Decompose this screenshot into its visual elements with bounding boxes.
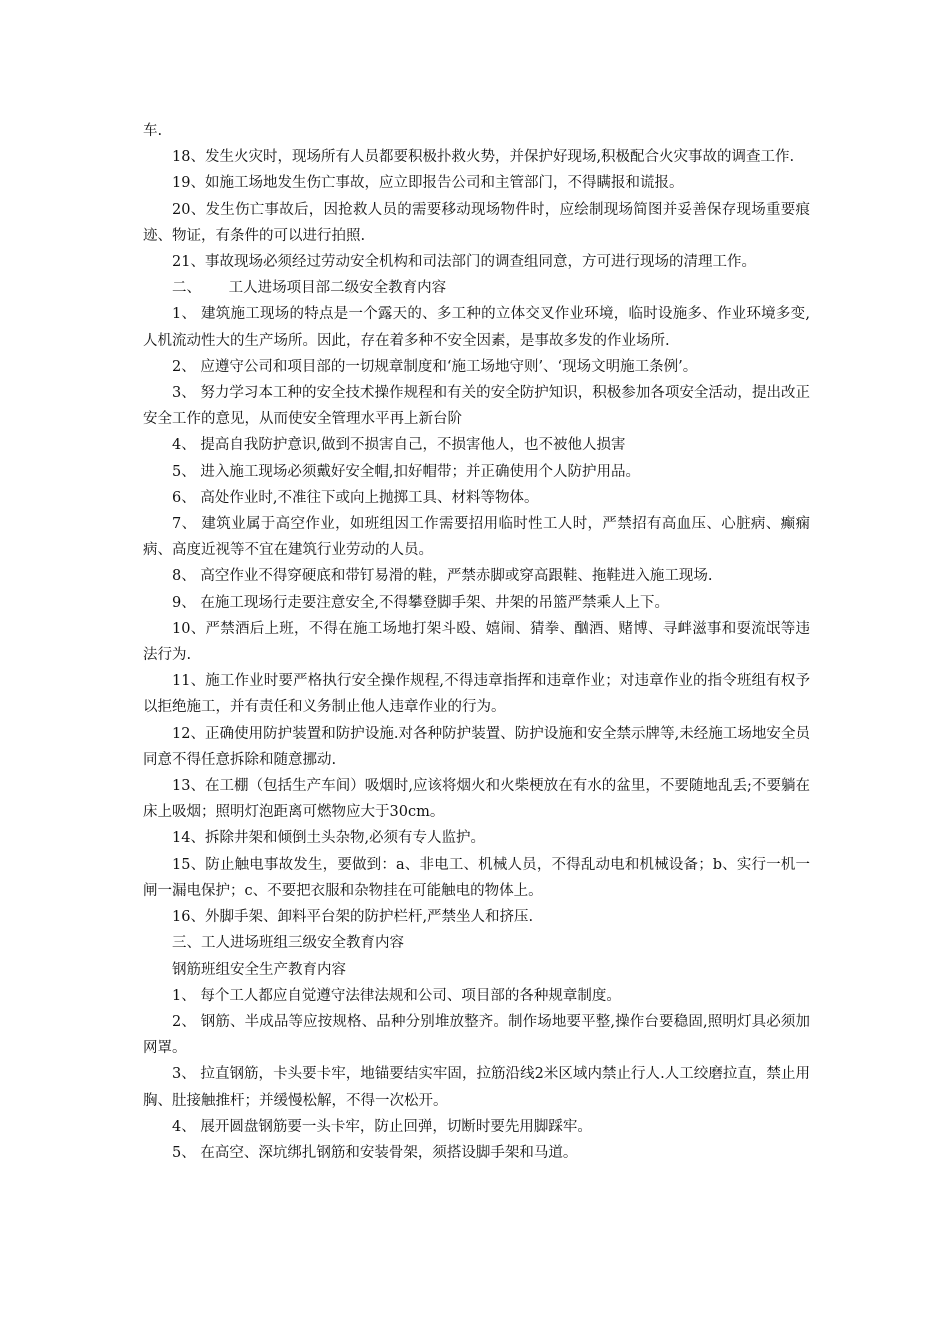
paragraph: 车. <box>143 123 163 139</box>
paragraph: 20、发生伤亡事故后，因抢救人员的需要移动现场物件时，应绘制现场简图并妥善保存现场重要痕迹、物证，有条件的可以进行拍照. <box>143 201 810 244</box>
paragraph: 2、 应遵守公司和项目部的一切规章制度和‘施工场地守则’、‘现场文明施工条例’。 <box>172 358 698 375</box>
paragraph: 19、如施工场地发生伤亡事故，应立即报告公司和主管部门，不得瞒报和谎报。 <box>172 175 684 192</box>
paragraph: 21、事故现场必须经过劳动安全机构和司法部门的调查组同意，方可进行现场的清理工作。 <box>172 254 756 271</box>
paragraph: 钢筋班组安全生产教育内容 <box>172 961 346 978</box>
paragraph: 4、 提高自我防护意识,做到不损害自己，不损害他人，也不被他人损害 <box>172 437 626 454</box>
paragraph: 5、 进入施工现场必须戴好安全帽,扣好帽带；并正确使用个人防护用品。 <box>172 463 640 480</box>
document-page <box>143 118 810 1166</box>
paragraph: 8、 高空作业不得穿硬底和带钉易滑的鞋，严禁赤脚或穿高跟鞋、拖鞋进入施工现场. <box>172 568 713 585</box>
paragraph: 7、 建筑业属于高空作业，如班组因工作需要招用临时性工人时，严禁招有高血压、心脏病、癫痫病、高度近视等不宜在建筑行业劳动的人员。 <box>143 516 810 559</box>
paragraph: 10、严禁酒后上班，不得在施工场地打架斗殴、嬉闹、猜拳、酗酒、赌博、寻衅滋事和耍流氓等违法行为. <box>143 620 810 664</box>
paragraph: 6、 高处作业时,不准往下或向上抛掷工具、材料等物体。 <box>172 489 539 506</box>
paragraph: 5、 在高空、深坑绑扎钢筋和安装骨架，须搭设脚手架和马道。 <box>172 1144 578 1161</box>
paragraph: 12、正确使用防护装置和防护设施.对各种防护装置、防护设施和安全禁示牌等,未经施工场地安全员同意不得任意拆除和随意挪动. <box>143 725 810 768</box>
paragraph: 13、在工棚（包括生产车间）吸烟时,应该将烟火和火柴梗放在有水的盆里，不要随地乱丢;不要躺在床上吸烟；照明灯泡距离可燃物应大于30cm。 <box>143 778 810 821</box>
paragraph: 11、施工作业时要严格执行安全操作规程,不得违章指挥和违章作业；对违章作业的指令班组有权予以拒绝施工，并有责任和义务制止他人违章作业的行为。 <box>143 673 810 716</box>
paragraph: 15、防止触电事故发生，要做到：a、非电工、机械人员，不得乱动电和机械设备；b、实行一机一闸一漏电保护；c、不要把衣服和杂物挂在可能触电的物体上。 <box>143 856 810 899</box>
paragraph: 三、工人进场班组三级安全教育内容 <box>172 935 404 952</box>
paragraph: 9、 在施工现场行走要注意安全,不得攀登脚手架、井架的吊篮严禁乘人上下。 <box>172 594 669 611</box>
paragraph: 2、 钢筋、半成品等应按规格、品种分别堆放整齐。制作场地要平整,操作台要稳固,照明灯具必须加网罩。 <box>143 1013 810 1057</box>
paragraph: 4、 展开圆盘钢筋要一头卡牢，防止回弹，切断时要先用脚踩牢。 <box>172 1118 592 1135</box>
paragraph: 1、 建筑施工现场的特点是一个露天的、多工种的立体交叉作业环境，临时设施多、作业环境多变,人机流动性大的生产场所。因此，存在着多种不安全因素，是事故多发的作业场所. <box>143 306 810 349</box>
paragraph: 14、拆除井架和倾倒土头杂物,必须有专人监护。 <box>172 830 486 847</box>
paragraph: 1、 每个工人都应自觉遵守法律法规和公司、项目部的各种规章制度。 <box>172 987 621 1004</box>
paragraph: 18、发生火灾时，现场所有人员都要积极扑救火势，并保护好现场,积极配合火灾事故的调查工作. <box>172 149 795 166</box>
paragraph: 3、 努力学习本工种的安全技术操作规程和有关的安全防护知识，积极参加各项安全活动，提出改正安全工作的意见，从而使安全管理水平再上新台阶 <box>143 385 810 428</box>
section-heading: 二、 工人进场项目部二级安全教育内容 <box>172 280 447 297</box>
paragraph: 16、外脚手架、卸料平台架的防护栏杆,严禁坐人和挤压. <box>172 909 534 926</box>
paragraph: 3、 拉直钢筋，卡头要卡牢，地锚要结实牢固，拉筋沿线2米区域内禁止行人.人工绞磨拉直，禁止用胸、肚接触推杆；并缓慢松解，不得一次松开。 <box>143 1066 810 1109</box>
